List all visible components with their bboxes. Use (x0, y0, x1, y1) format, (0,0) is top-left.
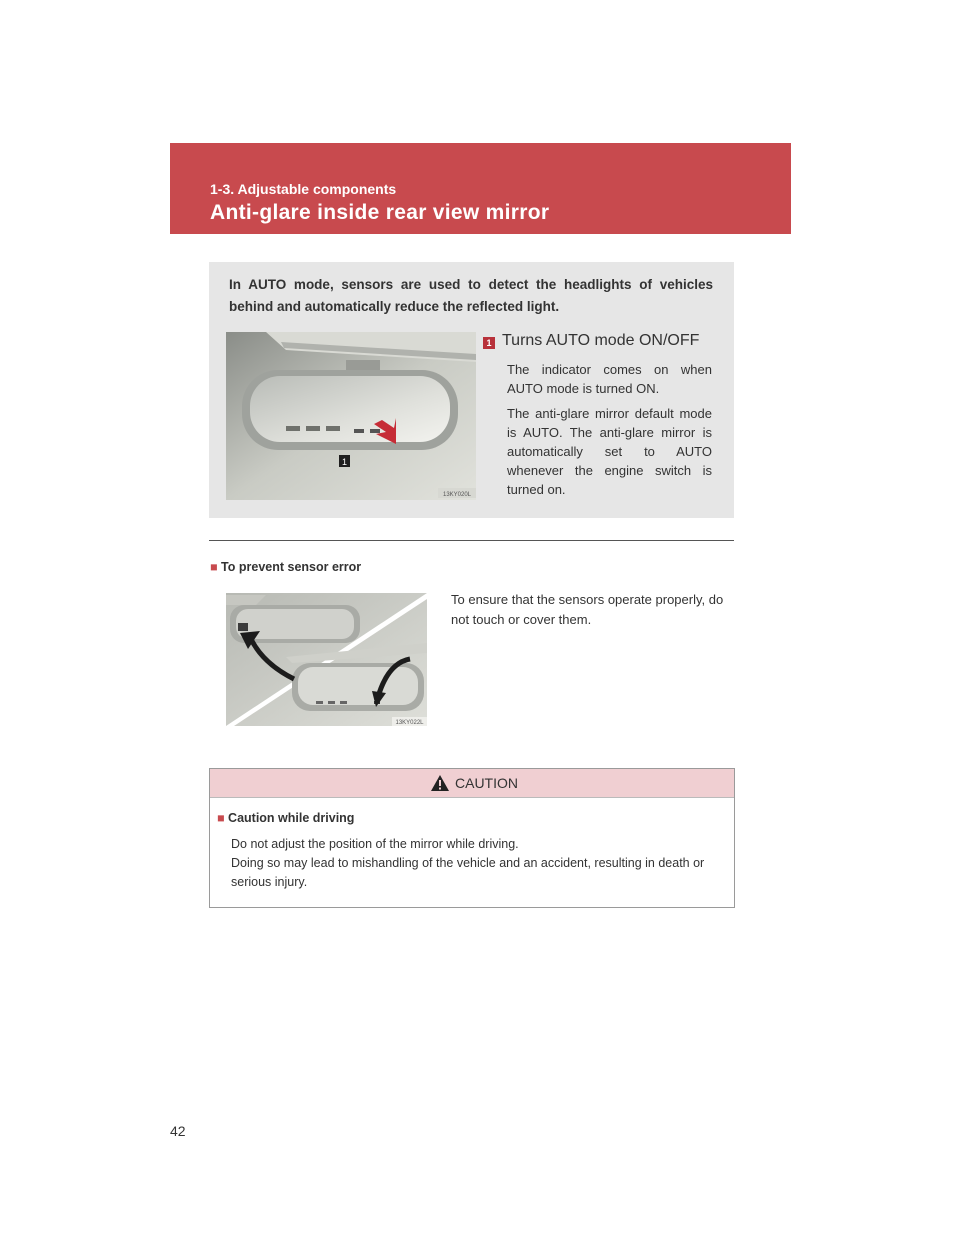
caution-line-2: Doing so may lead to mishandling of the vehicle and an accident, resulting in death or serious injury. (231, 856, 705, 889)
callout-title: Turns AUTO mode ON/OFF (502, 332, 700, 349)
callout-text-2: The anti-glare mirror default mode is AUTO. The anti-glare mirror is automatically set to AUTO whenever the engine switch is turned on. (507, 406, 712, 497)
section-label: 1-3. Adjustable components (210, 181, 397, 197)
callout-number-badge: 1 (483, 337, 495, 349)
image-code: 13KY020L (442, 492, 472, 498)
intro-text: In AUTO mode, sensors are used to detect the headlights of vehicles behind and automatically reduce the reflected light. (229, 277, 713, 314)
caution-body (231, 835, 731, 892)
bullet-square-icon: ■ (217, 811, 225, 825)
caution-box (209, 768, 735, 908)
section-divider (209, 540, 734, 541)
sensor-heading-text: To prevent sensor error (221, 560, 362, 574)
bullet-square-icon: ■ (210, 560, 218, 574)
chapter-header-band (170, 143, 791, 234)
callout-text-1: The indicator comes on when AUTO mode is turned ON. (507, 362, 712, 396)
page-number: 42 (170, 1123, 186, 1139)
sensor-photo (226, 593, 427, 726)
intro-box (209, 262, 734, 518)
caution-line-1: Do not adjust the position of the mirror while driving. (231, 837, 519, 851)
callout-marker: 1 (341, 457, 348, 467)
caution-header (210, 769, 734, 798)
page-title: Anti-glare inside rear view mirror (210, 201, 550, 224)
caution-subheading (217, 811, 354, 825)
mirror-photo (226, 332, 476, 500)
caution-subheading-text: Caution while driving (228, 811, 355, 825)
warning-triangle-icon (430, 774, 450, 792)
sensor-text: To ensure that the sensors operate properly, do not touch or cover them. (451, 592, 724, 627)
caution-title: CAUTION (455, 775, 518, 791)
image-code: 13KY022L (395, 720, 424, 726)
sensor-heading (210, 560, 361, 574)
